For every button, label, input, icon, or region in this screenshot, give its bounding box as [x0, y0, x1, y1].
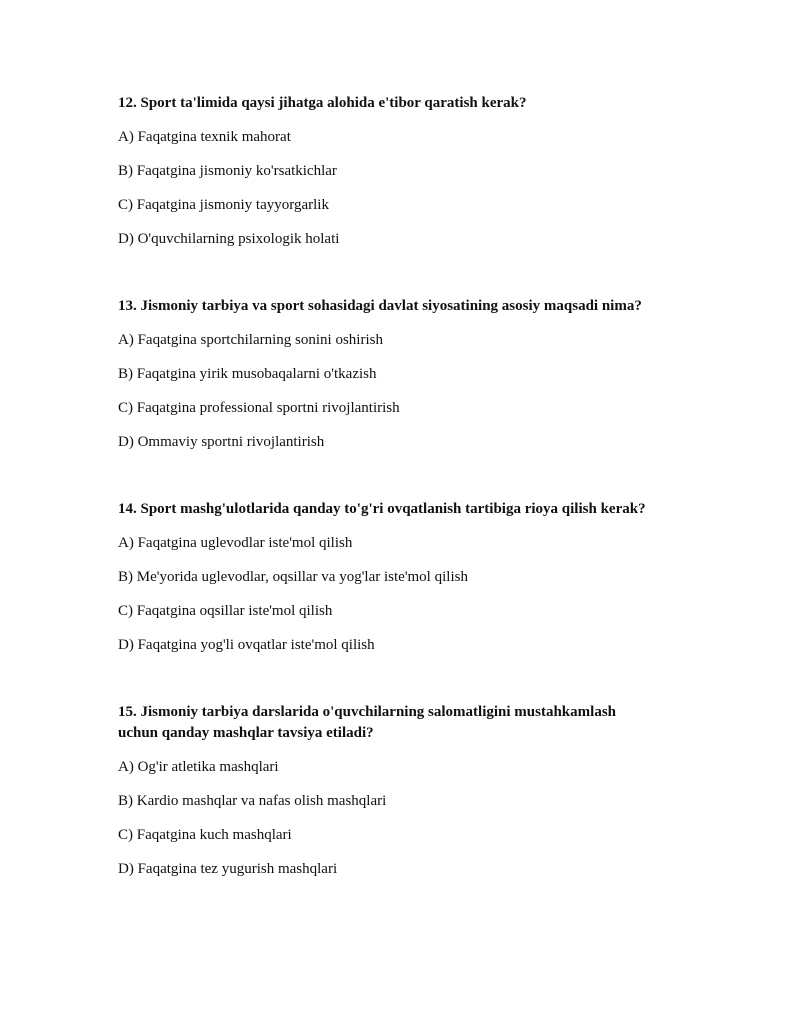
question-title: 15. Jismoniy tarbiya darslarida o'quvchilarning salomatligini mustahkamlash uchun qanday mashqlar tavsiya etiladi?	[118, 704, 616, 741]
question-12	[118, 93, 698, 249]
answer-option-a: A) Faqatgina texnik mahorat	[118, 129, 291, 145]
question-14	[118, 499, 698, 655]
answer-option-d: D) Faqatgina yog'li ovqatlar iste'mol qilish	[118, 637, 375, 653]
question-title: 14. Sport mashg'ulotlarida qanday to'g'ri ovqatlanish tartibiga rioya qilish kerak?	[118, 501, 646, 517]
answer-option-b: B) Me'yorida uglevodlar, oqsillar va yog'lar iste'mol qilish	[118, 569, 468, 585]
answer-option-b: B) Faqatgina jismoniy ko'rsatkichlar	[118, 163, 337, 179]
question-15	[118, 702, 658, 879]
answer-option-a: A) Faqatgina sportchilarning sonini oshirish	[118, 332, 383, 348]
answer-option-c: C) Faqatgina professional sportni rivojlantirish	[118, 400, 400, 416]
answer-option-b: B) Faqatgina yirik musobaqalarni o'tkazish	[118, 366, 377, 382]
answer-option-d: D) O'quvchilarning psixologik holati	[118, 231, 340, 247]
question-title: 13. Jismoniy tarbiya va sport sohasidagi davlat siyosatining asosiy maqsadi nima?	[118, 298, 642, 314]
answer-option-b: B) Kardio mashqlar va nafas olish mashqlari	[118, 793, 387, 809]
answer-option-c: C) Faqatgina jismoniy tayyorgarlik	[118, 197, 329, 213]
answer-option-c: C) Faqatgina kuch mashqlari	[118, 827, 292, 843]
question-13	[118, 296, 698, 452]
answer-option-a: A) Og'ir atletika mashqlari	[118, 759, 279, 775]
answer-option-d: D) Ommaviy sportni rivojlantirish	[118, 434, 325, 450]
question-title: 12. Sport ta'limida qaysi jihatga alohida e'tibor qaratish kerak?	[118, 95, 527, 111]
answer-option-c: C) Faqatgina oqsillar iste'mol qilish	[118, 603, 333, 619]
answer-option-a: A) Faqatgina uglevodlar iste'mol qilish	[118, 535, 353, 551]
answer-option-d: D) Faqatgina tez yugurish mashqlari	[118, 861, 338, 877]
